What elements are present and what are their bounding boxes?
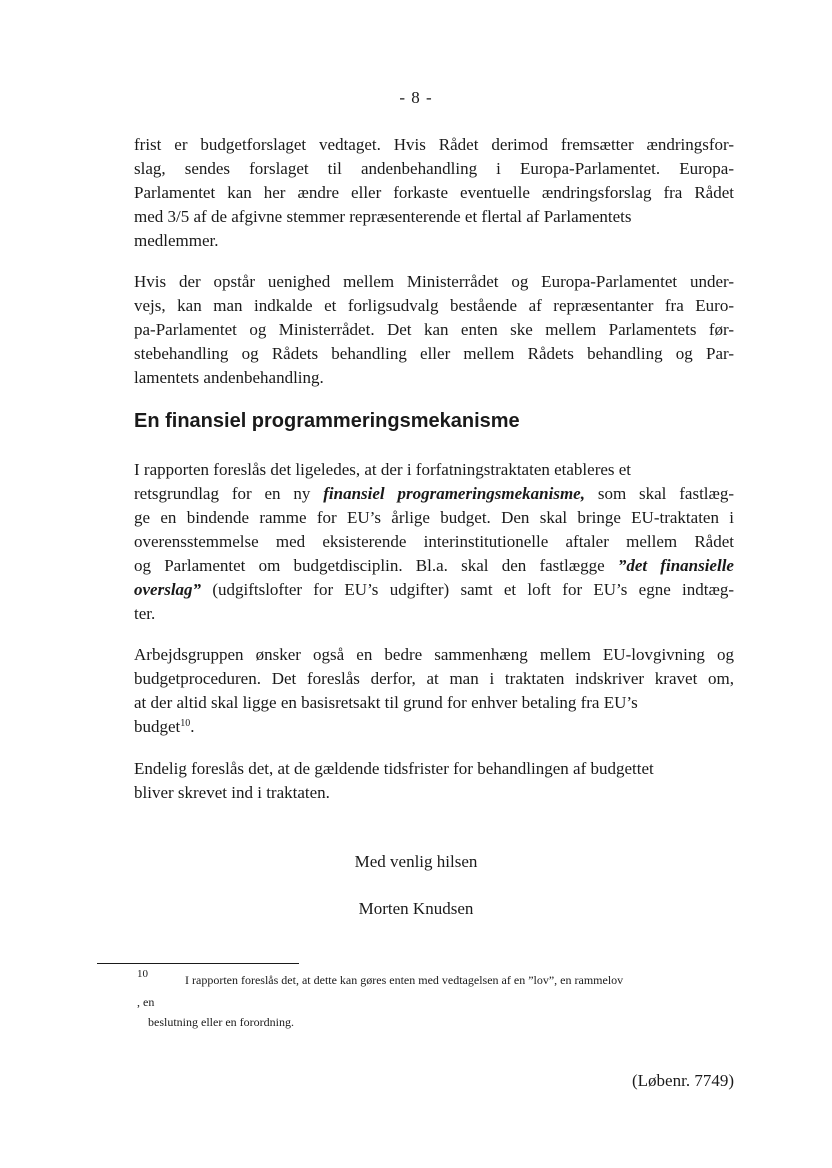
text-line: Hvis der opstår uenighed mellem Ministerrådet og Europa-Parlamentet under-: [134, 272, 734, 291]
text-line: medlemmer.: [134, 231, 219, 250]
section-heading: En finansiel programmeringsmekanisme: [134, 410, 520, 432]
signature-name: Morten Knudsen: [358, 899, 474, 918]
text-run: .: [190, 717, 195, 736]
text-line: [134, 715, 734, 739]
paragraph-conciliation: [134, 270, 734, 390]
text-run: og Parlamentet om budgetdisciplin. Bl.a. skal den fastlægge: [134, 556, 618, 575]
text-line: [134, 554, 734, 578]
footnote-divider: [97, 963, 299, 964]
text-line: [134, 578, 734, 602]
text-line: pa-Parlamentet og Ministerrådet. Det kan enten ske mellem Parlamentets før-: [134, 320, 734, 339]
text-run: retsgrundlag for en ny: [134, 484, 324, 503]
text-line: ter.: [134, 604, 156, 623]
text-line: budgetproceduren. Det foreslås derfor, at man i traktaten indskriver kravet om,: [134, 669, 734, 688]
text-line: stebehandling og Rådets behandling eller mellem Rådets behandling og Par-: [134, 344, 734, 363]
text-line: overensstemmelse med eksisterende interinstitutionelle aftaler mellem Rådet: [134, 532, 734, 551]
paragraph-budget-procedure: [134, 133, 734, 253]
text-line: at der altid skal ligge en basisretsakt til grund for enhver betaling fra EU’s: [134, 693, 638, 712]
text-line: lamentets andenbehandling.: [134, 368, 324, 387]
footnote-text: beslutning eller en forordning.: [148, 1015, 294, 1029]
text-line: frist er budgetforslaget vedtaget. Hvis Rådet derimod fremsætter ændringsfor-: [134, 135, 734, 154]
text-line: Endelig foreslås det, at de gældende tidsfrister for behandlingen af budgettet: [134, 759, 654, 778]
text-line: I rapporten foreslås det ligeledes, at der i forfatningstraktaten etableres et: [134, 460, 632, 479]
paragraph-deadlines: [134, 757, 734, 805]
footnote-text: I rapporten foreslås det, at dette kan gøres enten med vedtagelsen af en ”lov”, en rammelov: [185, 973, 624, 987]
paragraph-legislation-link: [134, 643, 734, 739]
footnote-text: , en: [137, 995, 155, 1009]
footnote-marker: 10: [137, 968, 148, 980]
emphasis-term: finansiel programeringsmekanisme,: [323, 484, 585, 503]
page-number: - 8 -: [399, 88, 433, 107]
text-line: med 3/5 af de afgivne stemmer repræsenterende et flertal af Parlamentets: [134, 207, 632, 226]
text-line: slag, sendes forslaget til andenbehandling i Europa-Parlamentet. Europa-: [134, 159, 734, 178]
document-reference-number: (Løbenr. 7749): [632, 1071, 734, 1090]
text-run: som skal fastlæg-: [584, 484, 735, 503]
emphasis-term: ”det finansielle: [617, 556, 734, 575]
text-line: Parlamentet kan her ændre eller forkaste eventuelle ændringsforslag fra Rådet: [134, 183, 734, 202]
text-line: ge en bindende ramme for EU’s årlige budget. Den skal bringe EU-traktaten i: [134, 508, 734, 527]
emphasis-term: overslag”: [134, 580, 202, 599]
text-line: Arbejdsgruppen ønsker også en bedre sammenhæng mellem EU-lovgivning og: [134, 645, 734, 664]
text-run: budget: [134, 717, 181, 736]
text-line: bliver skrevet ind i traktaten.: [134, 783, 330, 802]
text-line: [134, 482, 734, 506]
text-line: vejs, kan man indkalde et forligsudvalg bestående af repræsentanter fra Euro-: [134, 296, 734, 315]
footnote-reference: 10: [180, 718, 191, 729]
paragraph-programming-mechanism: [134, 458, 734, 626]
closing-greeting: Med venlig hilsen: [354, 852, 478, 871]
text-run: (udgiftslofter for EU’s udgifter) samt et loft for EU’s egne indtæg-: [201, 580, 734, 599]
